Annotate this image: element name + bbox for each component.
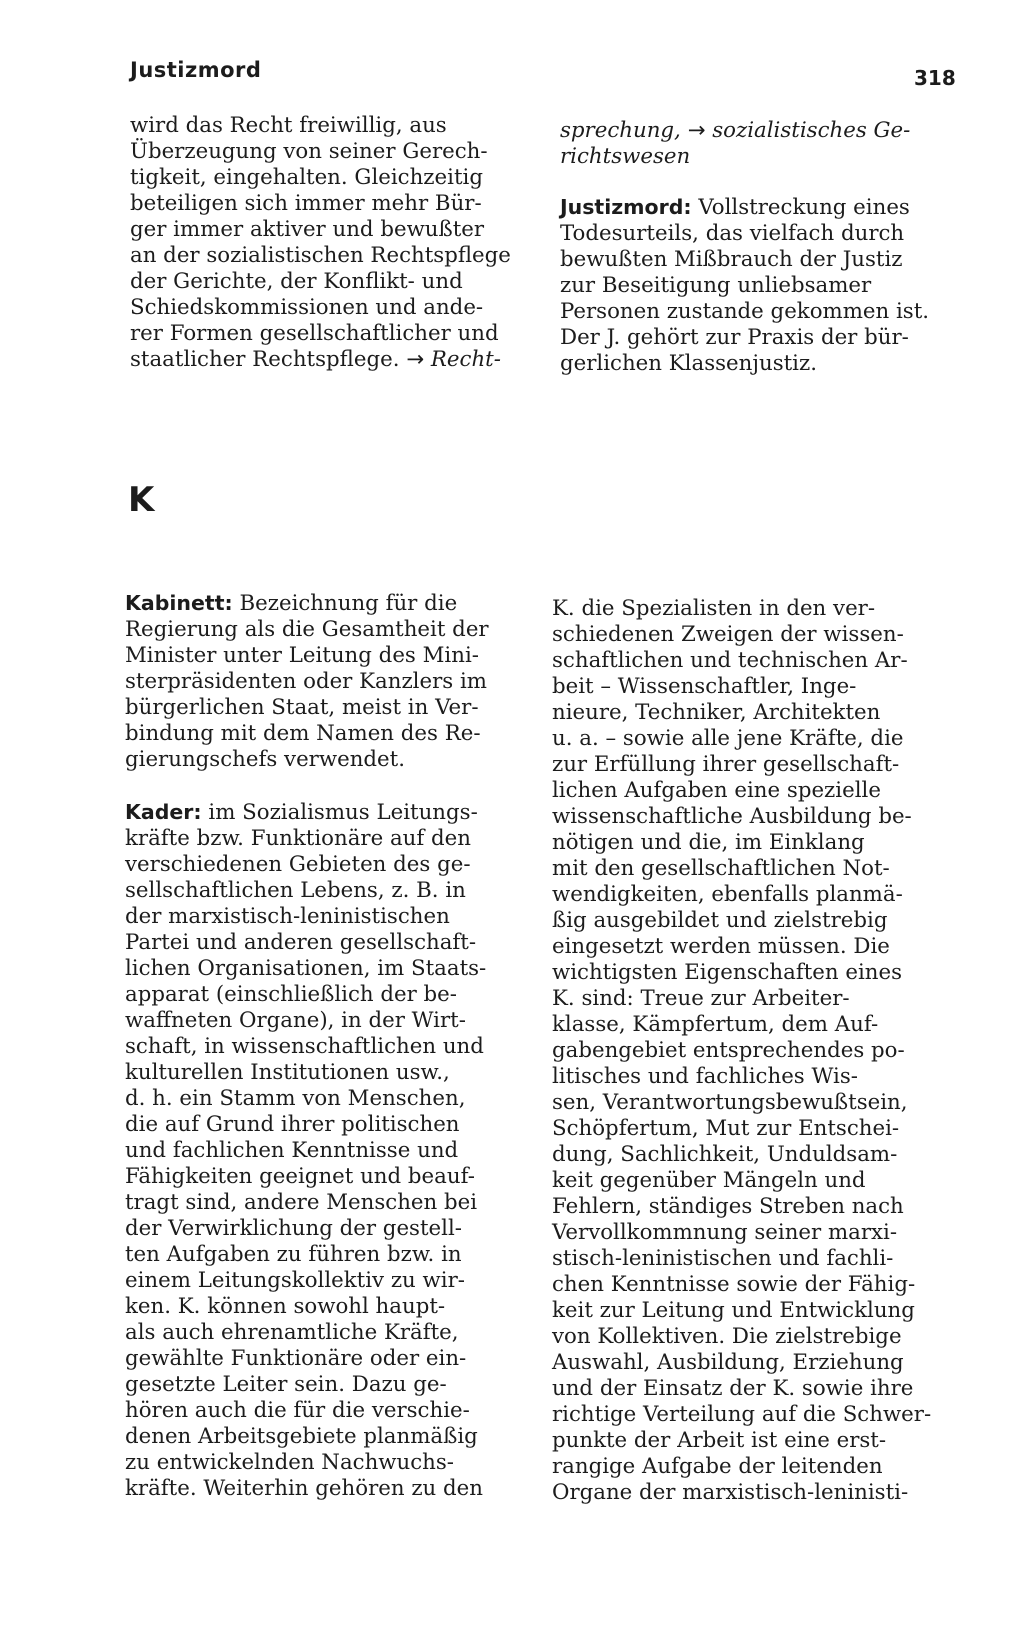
page-number: 318 — [914, 66, 956, 90]
cross-reference: sprechung, — [560, 118, 681, 143]
running-header-keyword: Justizmord — [130, 58, 262, 82]
entry-term-kader: Kader: — [125, 800, 202, 824]
column-top-right — [560, 118, 954, 377]
section-letter: K — [128, 480, 155, 520]
column-bottom-left — [125, 590, 517, 1502]
body-text: wird das Recht freiwillig, aus Überzeugung von seiner Gerech- tigkeit, eingehalten. Gleichzeitig beteiligen sich immer mehr Bür- ger immer aktiver und bewußter an der sozialistischen Rechtspflege der Gerichte, der Konflikt- und Schiedskommissionen und ande- rer Formen gesellschaftlicher und staatlicher Rechtspflege. — [130, 113, 511, 372]
entry-text-justizmord: Vollstreckung eines Todesurteils, das vielfach durch bewußten Mißbrauch der Justiz zur Beseitigung unliebsamer Personen zustande gekommen ist. Der J. gehört zur Praxis der bür- gerlichen Klassenjustiz. — [560, 195, 930, 376]
entry-text-kader-continued: K. die Spezialisten in den ver- schiedenen Zweigen der wissen- schaftlichen und technischen Ar- beit – Wissenschaftler, Inge- nieure, Techniker, Architekten u. a. – sowie alle jene Kräfte, die zur Erfüllung ihrer gesellschaft- lichen Aufgaben eine spezielle wissenschaftliche Ausbildung be- nötigen und die, im Einklang mit den gesellschaftlichen Not- wendigkeiten, ebenfalls planmä- ßig ausgebildet und zielstrebig eingesetzt werden müssen. Die wichtigsten Eigenschaften eines K. sind: Treue zur Arbeiter- klasse, Kämpfertum, dem Auf- gabengebiet entsprechendes po- litisches und fachliches Wis- sen, Verantwortungsbewußtsein, Schöpfertum, Mut zur Entschei- dung, Sachlichkeit, Unduldsam- keit gegenüber Mängeln und Fehlern, ständiges Streben nach Vervollkommnung seiner marxi- stisch-leninistischen und fachli- chen Kenntnisse sowie der Fähig- keit zur Leitung und Entwicklung von Kollektiven. Die zielstrebige Auswahl, Ausbildung, Erziehung und der Einsatz der K. sowie ihre richtige Verteilung auf die Schwer- punkte der Arbeit ist eine erst- rangige Aufgabe der leitenden Organe der marxistisch-leninisti- — [552, 596, 932, 1505]
cross-reference: sozialistisches Ge- richtswesen — [560, 118, 911, 169]
entry-term-justizmord: Justizmord: — [560, 195, 692, 219]
cross-reference-arrow: → — [687, 118, 706, 143]
column-top-left — [130, 113, 525, 373]
entry-text-kader: im Sozialismus Leitungs- kräfte bzw. Funktionäre auf den verschiedenen Gebieten des ge- sellschaftlichen Lebens, z. B. in der marxistisch-leninistischen Partei und anderen gesellschaft- lichen Organisationen, im Staats- apparat (einschließlich der be- waffneten Organe), in der Wirt- schaft, in wissenschaftlichen und kulturellen Institutionen usw., d. h. ein Stamm von Menschen, die auf Grund ihrer politischen und fachlichen Kenntnisse und Fähigkeiten geeignet und beauf- tragt sind, andere Menschen bei der Verwirklichung der gestell- ten Aufgaben zu führen bzw. in einem Leitungskollektiv zu wir- ken. K. können sowohl haupt- als auch ehrenamtliche Kräfte, gewählte Funktionäre oder ein- gesetzte Leiter sein. Dazu ge- hören auch die für die verschie- denen Arbeitsgebiete planmäßig zu entwickelnden Nachwuchs- kräfte. Weiterhin gehören zu den — [125, 800, 487, 1501]
entry-text-kabinett: Bezeichnung für die Regierung als die Gesamtheit der Minister unter Leitung des Mini- sterpräsidenten oder Kanzlers im bürgerlichen Staat, meist in Ver- bindung mit dem Namen des Re- gierungschefs verwendet. — [125, 591, 489, 772]
entry-term-kabinett: Kabinett: — [125, 591, 233, 615]
column-bottom-right — [552, 596, 950, 1506]
cross-reference-arrow: → — [406, 347, 425, 372]
cross-reference: Recht- — [424, 347, 501, 372]
